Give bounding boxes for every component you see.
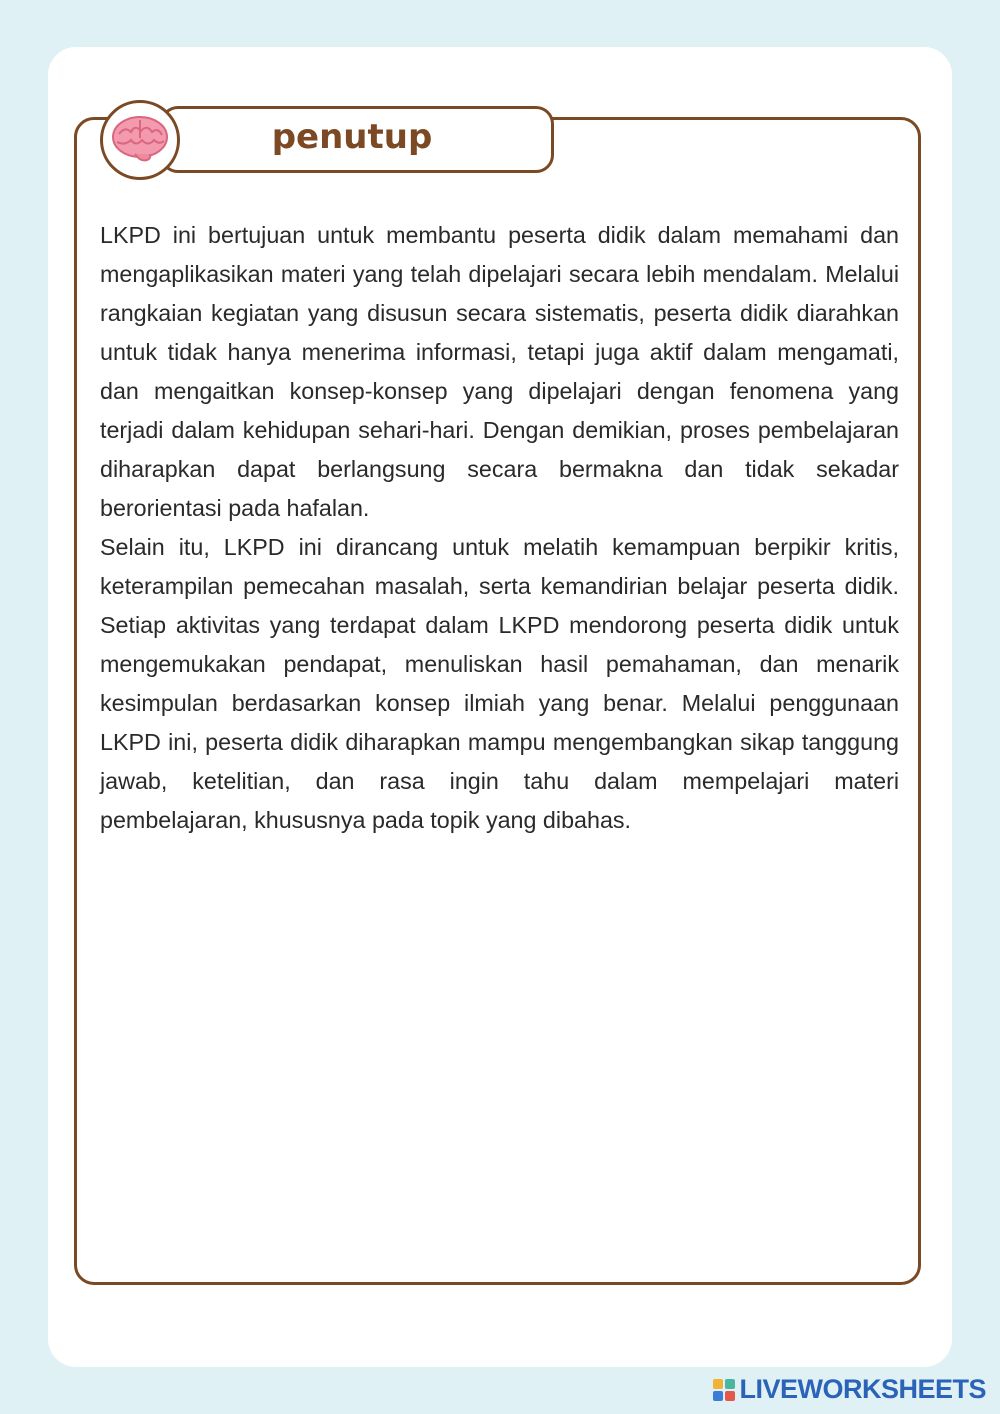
logo-blocks-icon bbox=[713, 1379, 735, 1401]
paragraph-2: Selain itu, LKPD ini dirancang untuk melatih kemampuan berpikir kritis, keterampilan pemecahan masalah, serta kemandirian belajar peserta didik. Setiap aktivitas yang terdapat dalam LKPD mendorong peserta didik untuk mengemukakan pendapat, menuliskan hasil pemahaman, dan menarik kesimpulan berdasarkan konsep ilmiah yang benar. Melalui penggunaan LKPD ini, peserta didik diharapkan mampu mengembangkan sikap tanggung jawab, ketelitian, dan rasa ingin tahu dalam mempelajari materi pembelajaran, khususnya pada topik yang dibahas. bbox=[100, 534, 899, 833]
section-title: penutup bbox=[271, 116, 433, 157]
logo-text: LIVEWORKSHEETS bbox=[739, 1374, 986, 1404]
logo-block-3 bbox=[713, 1391, 723, 1401]
brain-badge bbox=[100, 100, 180, 180]
logo-block-2 bbox=[725, 1379, 735, 1389]
brain-icon bbox=[109, 112, 171, 168]
liveworksheets-logo[interactable] bbox=[713, 1374, 986, 1405]
body-text bbox=[100, 216, 899, 840]
section-title-banner bbox=[160, 106, 554, 173]
logo-block-1 bbox=[713, 1379, 723, 1389]
logo-block-4 bbox=[725, 1391, 735, 1401]
paragraph-1: LKPD ini bertujuan untuk membantu peserta didik dalam memahami dan mengaplikasikan materi yang telah dipelajari secara lebih mendalam. Melalui rangkaian kegiatan yang disusun secara sistematis, peserta didik diarahkan untuk tidak hanya menerima informasi, tetapi juga aktif dalam mengamati, dan mengaitkan konsep-konsep yang dipelajari dengan fenomena yang terjadi dalam kehidupan sehari-hari. Dengan demikian, proses pembelajaran diharapkan dapat berlangsung secara bermakna dan tidak sekadar berorientasi pada hafalan. bbox=[100, 222, 899, 521]
